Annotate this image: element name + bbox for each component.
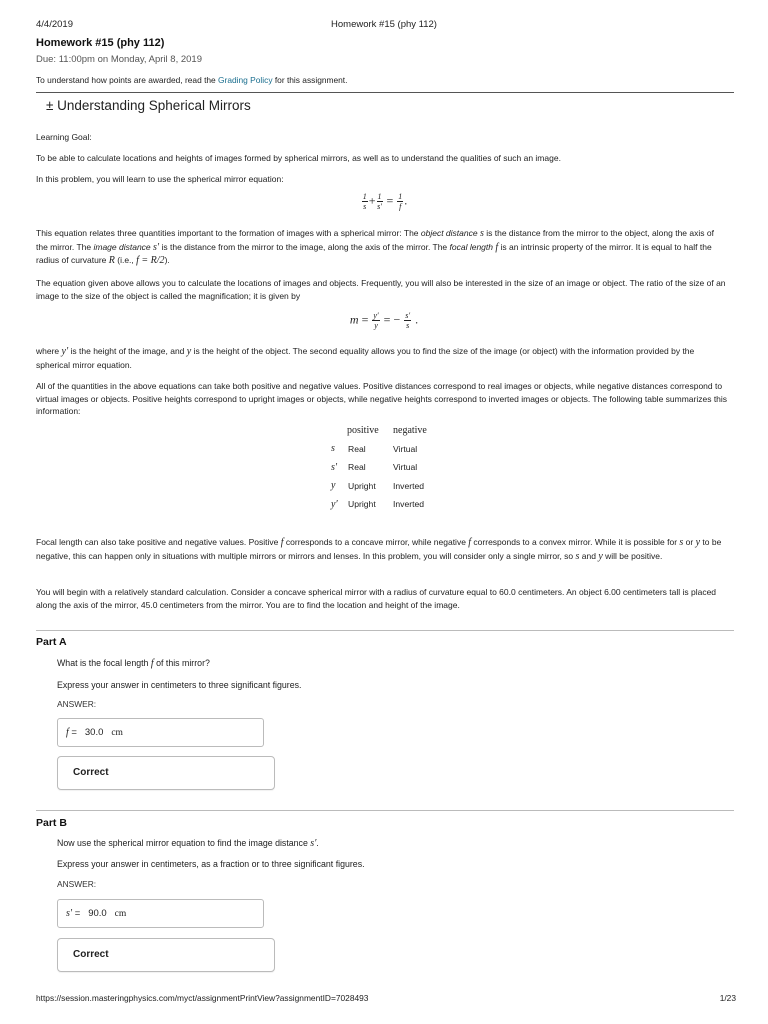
magnification-description: where y′ is the height of the image, and y is the height of the object. The second equality allows you to find the size of the image (or object) with the information provided by the spherical mirror equation.: [36, 346, 695, 370]
print-footer-url: https://session.masteringphysics.com/myct/assignmentPrintView?assignmentID=7028493: [36, 993, 369, 1003]
part-b-question: Now use the spherical mirror equation to find the image distance s′.: [57, 838, 319, 849]
part-b-answer-label: ANSWER:: [57, 879, 97, 889]
grading-policy-link[interactable]: Grading Policy: [218, 75, 273, 85]
part-b-answer-field[interactable]: s′ = 90.0 cm: [57, 899, 264, 928]
part-b-instruction: Express your answer in centimeters, as a fraction or to three significant figures.: [57, 859, 365, 869]
focal-length-text: Focal length can also take positive and negative values. Positive f corresponds to a concave mirror, while negative f corresponds to a convex mirror. While it is possible for s or y to be negative, this can happen only in situations with multiple mirrors or mirrors and lenses. In this problem, you will consider only a single mirror, so s and y will be positive.: [36, 537, 722, 562]
part-a-answer-value: 30.0: [84, 727, 104, 738]
part-b-answer-unit: cm: [114, 909, 127, 919]
part-a-question: What is the focal length f of this mirror?: [57, 658, 210, 669]
col-negative: negative: [393, 424, 427, 436]
assignment-title: Homework #15 (phy 112): [36, 37, 165, 49]
part-a-instruction: Express your answer in centimeters to three significant figures.: [57, 680, 302, 690]
grading-note: To understand how points are awarded, read the Grading Policy for this assignment.: [36, 75, 348, 85]
learning-goal-text: To be able to calculate locations and heights of images formed by spherical mirrors, as well as to understand the qualities of such an image.: [36, 153, 561, 163]
sign-table: [331, 421, 443, 514]
table-row: y Upright Inverted: [331, 480, 425, 492]
mirror-equation: $\frac{1}{s}$ + $\frac{1}{s'}$ = $\frac{1}{f}$ .: [362, 192, 408, 211]
sign-convention-text: All of the quantities in the above equations can take both positive and negative values. Positive distances correspond to real images or objects, while negative distances correspond to virtual images or objects. Positive heights correspond to upright images or objects, while negative heights correspond to inverted images or objects. The following table summarizes this information:: [36, 381, 728, 417]
problem-setup-text: You will begin with a relatively standard calculation. Consider a concave spherical mirror with a radius of curvature equal to 60.0 centimeters. An object 6.00 centimeters tall is placed along the axis of the mirror, 45.0 centimeters from the mirror. You are to find the location and height of the image.: [36, 587, 717, 610]
table-row: s′ Real Virtual: [331, 461, 418, 473]
col-positive: positive: [347, 424, 379, 436]
part-b-title: Part B: [36, 817, 67, 829]
learning-goal-label: Learning Goal:: [36, 132, 92, 142]
part-a-answer-field[interactable]: f = 30.0 cm: [57, 718, 264, 747]
magnification-equation: m = $\frac{y'}{y}$ = − $\frac{s'}{s}$ .: [349, 311, 419, 330]
part-a-answer-unit: cm: [111, 728, 123, 738]
part-b-divider: [36, 810, 734, 811]
due-date: Due: 11:00pm on Monday, April 8, 2019: [36, 54, 203, 65]
header-divider: [36, 92, 734, 93]
part-a-correct-badge: Correct: [57, 756, 275, 790]
print-header-title: Homework #15 (phy 112): [331, 19, 437, 30]
intro-text: In this problem, you will learn to use the spherical mirror equation:: [36, 174, 284, 184]
part-b-correct-badge: Correct: [57, 938, 275, 972]
part-a-answer-label: ANSWER:: [57, 699, 97, 709]
table-row: y′ Upright Inverted: [331, 498, 425, 510]
part-a-divider: [36, 630, 734, 631]
print-page-number: 1/23: [719, 993, 736, 1003]
part-a-title: Part A: [36, 636, 67, 648]
part-b-answer-value: 90.0: [88, 908, 107, 919]
sign-table-header: [331, 421, 443, 440]
equation-description: This equation relates three quantities important to the formation of images with a spherical mirror: The object distance s is the distance from the mirror to the object, along the axis of the mirror. The image distance s′ is the distance from the mirror to the image, along the axis of the mirror. The focal length f is an intrinsic property of the mirror. It is equal to half the radius of curvature R (i.e., f = R/2).: [36, 228, 714, 267]
magnification-intro: The equation given above allows you to calculate the locations of images and objects. Frequently, you will also be interested in the size of an image or object. The ratio of the size of an image to the size of the object is called the magnification; it is given by: [36, 278, 726, 301]
table-row: s Real Virtual: [331, 443, 418, 455]
print-date: 4/4/2019: [36, 19, 73, 30]
section-title: ± Understanding Spherical Mirrors: [46, 98, 251, 113]
